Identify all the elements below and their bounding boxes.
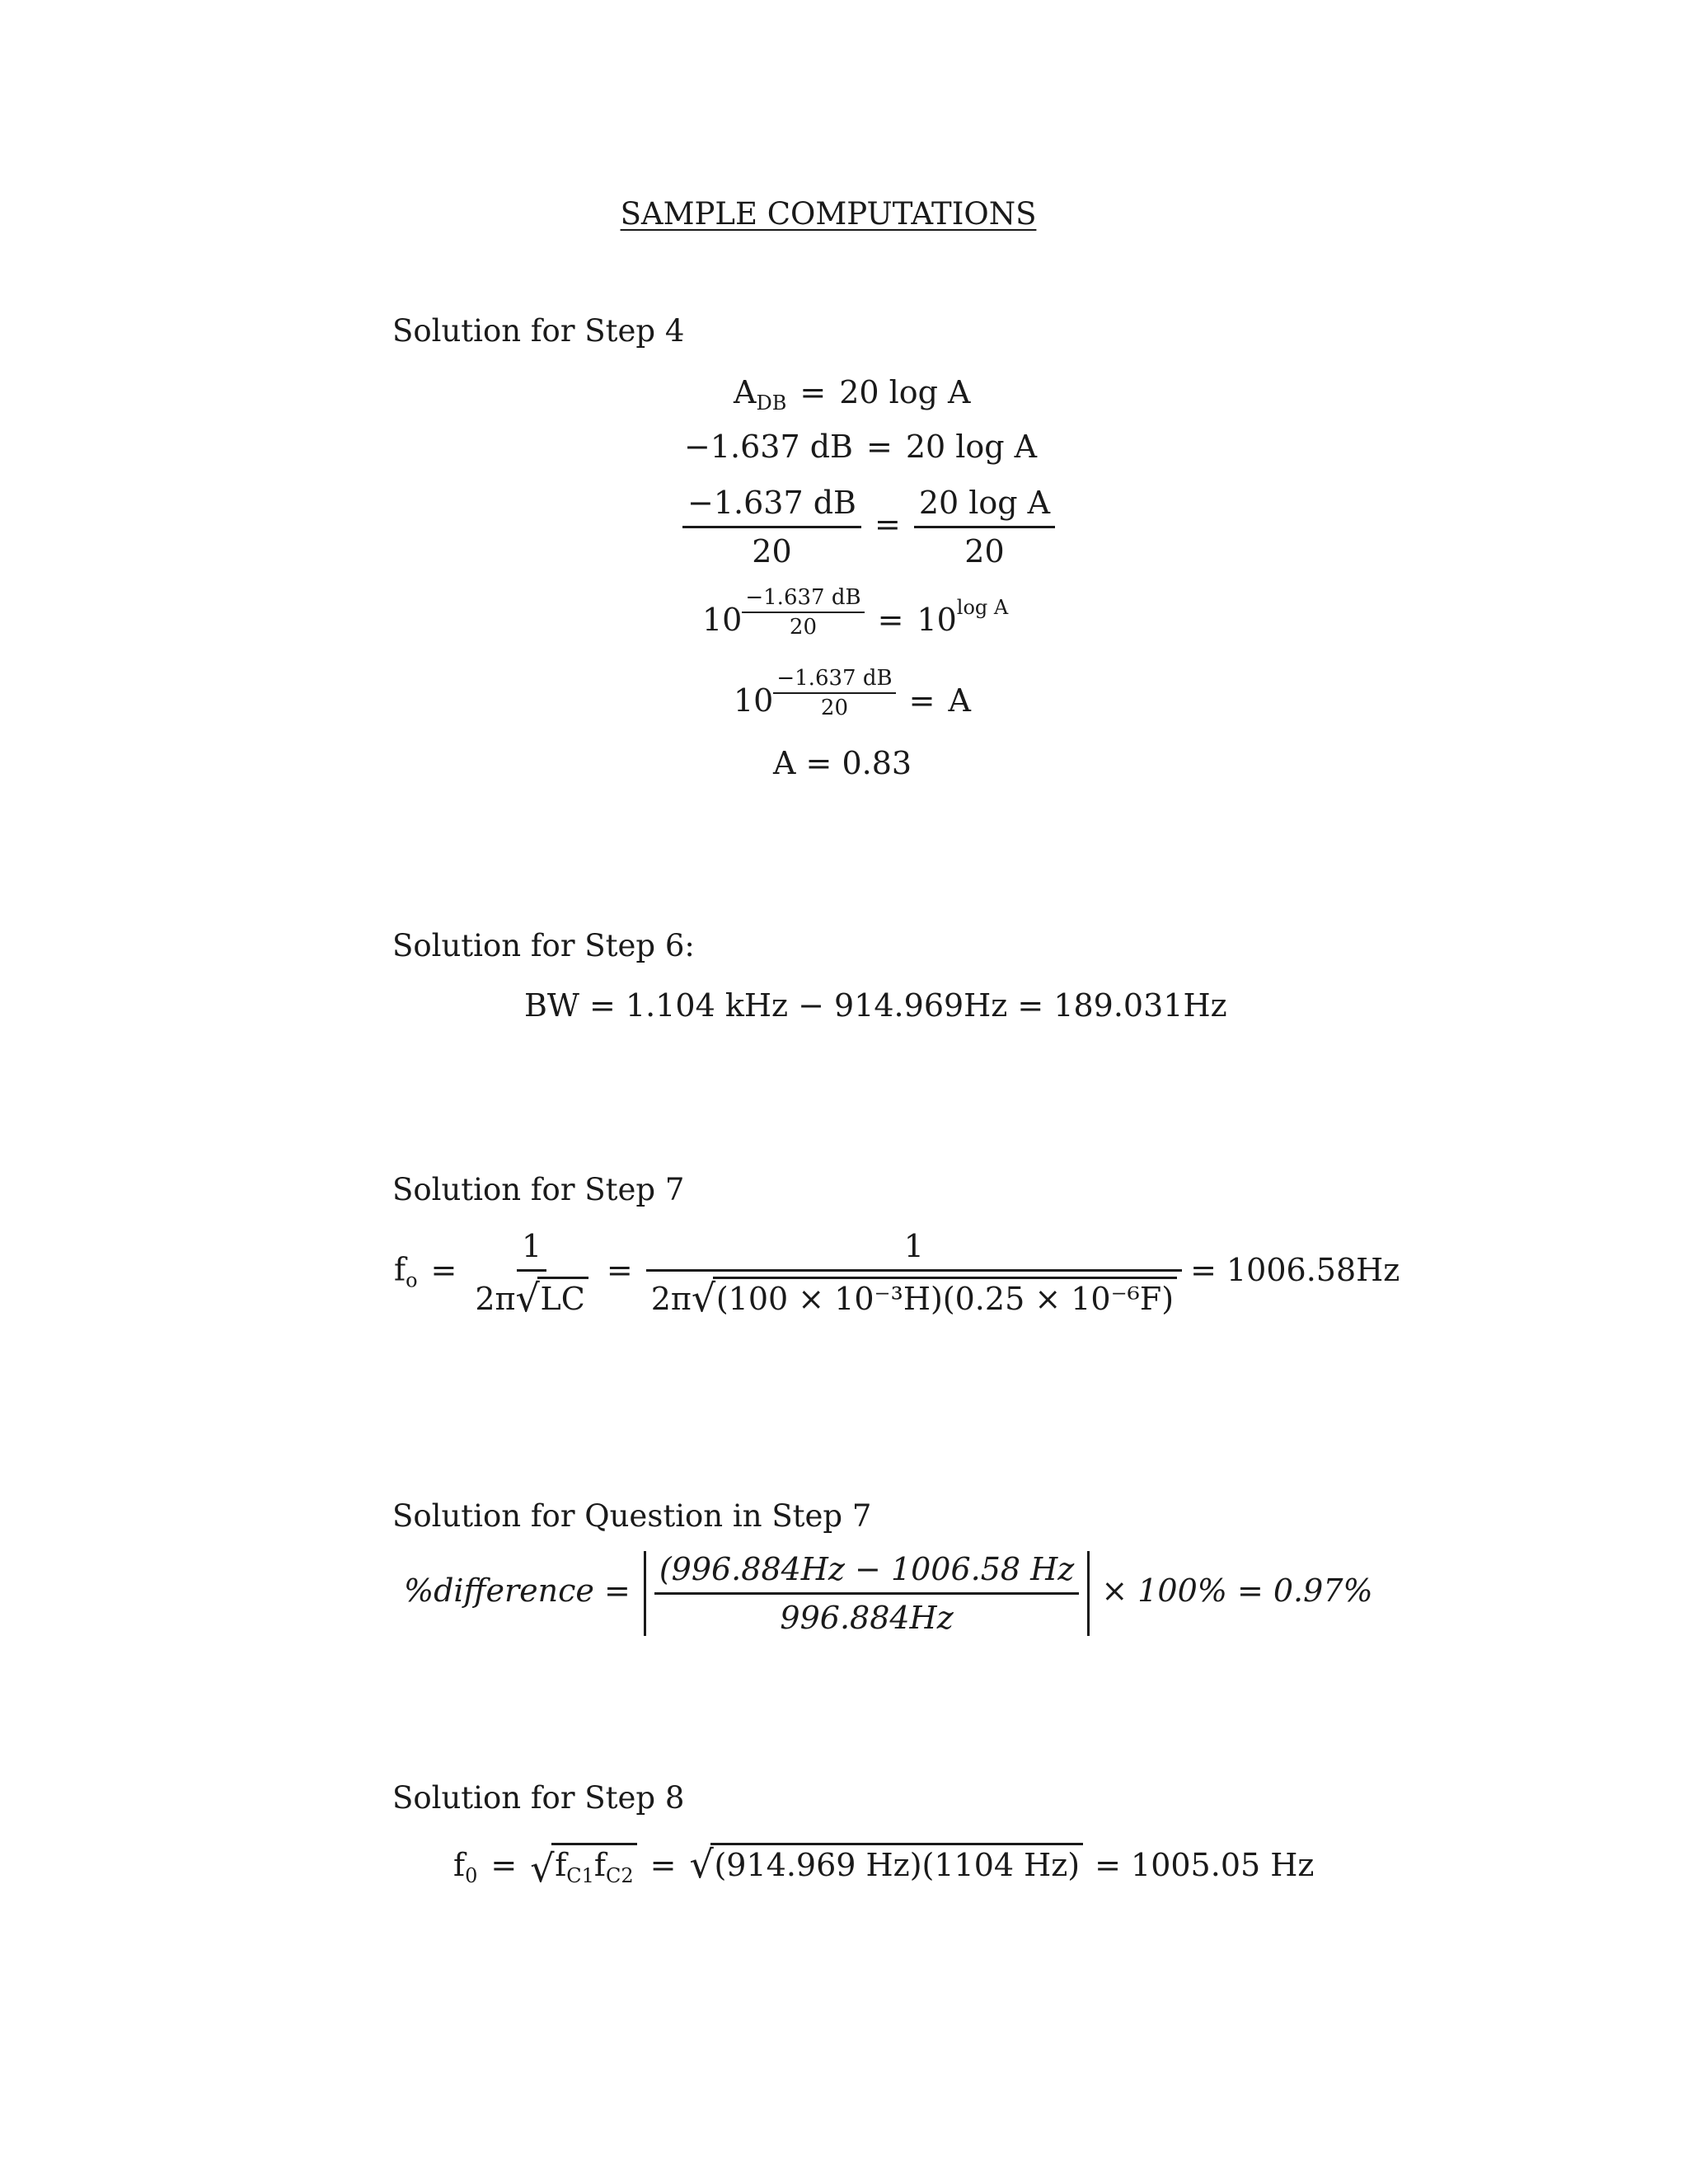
step4-eq-line3: $\frac{-1.637 dB}{20}$ = $\frac{\text{20 log A}}{20}$ (682, 485, 1055, 569)
page-title: SAMPLE COMPUTATIONS (620, 196, 1037, 232)
step4-eq-line6: A = 0.83 (773, 745, 912, 781)
step4-eq-line2: −1.637 dB = 20 log A (684, 429, 1038, 465)
step8-heading: Solution for Step 8 (392, 1780, 685, 1816)
step8-equation: $f_0$ = √ $f_{C1}f_{C2}$ = √ (914.969 Hz)(1104 Hz) = 1005.05 Hz (453, 1842, 1315, 1891)
step7-equation: $f_o$ = 1 2π √ LC = 1 2π √ (100 × 10⁻³H)(0.25 × 10⁻⁶F) = 1006.58Hz (394, 1228, 1400, 1320)
question7-heading: Solution for Question in Step 7 (392, 1498, 872, 1534)
step4-eq-line4: 10 $\frac{-1.637 dB}{20}$ = $10^{log A}$ (702, 585, 1009, 640)
step6-equation: BW = 1.104 kHz − 914.969Hz = 189.031Hz (524, 987, 1227, 1024)
step4-eq-line1: $A_{DB} = 20$ log A (734, 374, 971, 415)
step6-heading: Solution for Step 6: (392, 928, 695, 963)
step4-heading: Solution for Step 4 (392, 313, 685, 349)
step7-heading: Solution for Step 7 (392, 1172, 685, 1207)
question7-equation: %difference = $\frac{(996.884Hz - 1006.58 Hz}{996.884Hz}$ × 100% = 0.97% (404, 1551, 1373, 1636)
step4-eq-line5: 10 $\frac{-1.637 dB}{20}$ = A (734, 666, 971, 720)
